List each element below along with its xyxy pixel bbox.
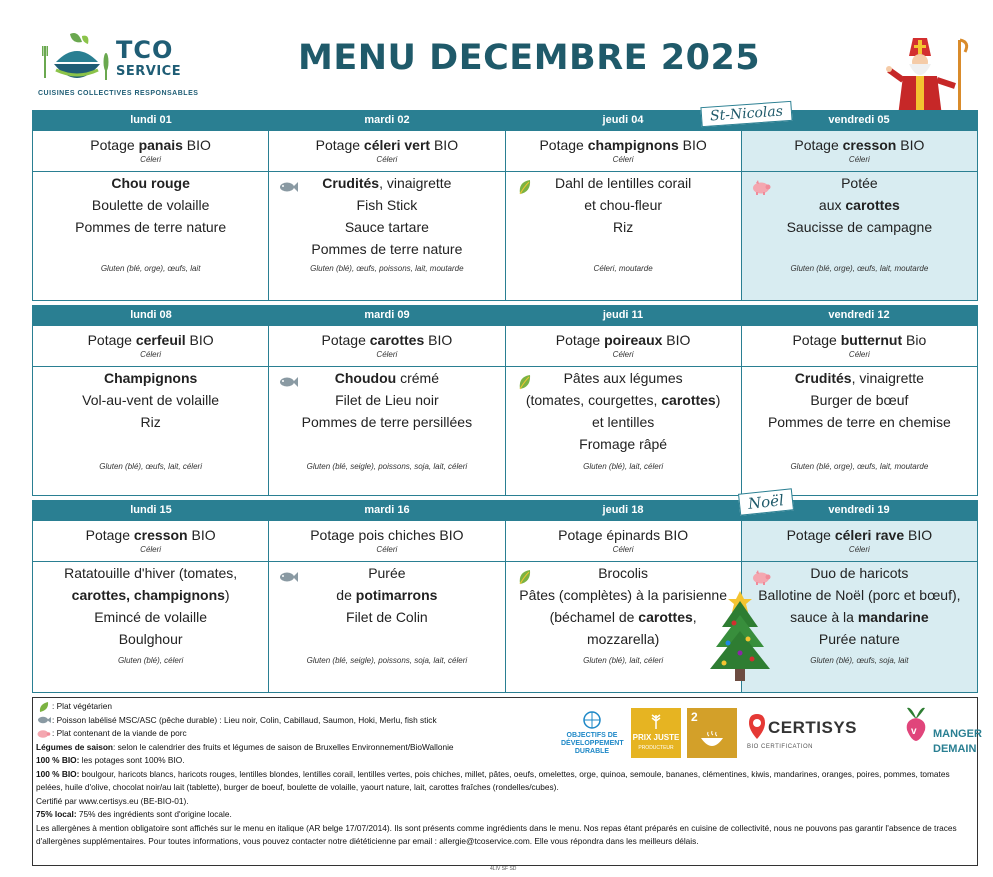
soup-allergen: Céleri xyxy=(612,155,634,164)
dish-allergen: Gluten (blé), œufs, poissons, lait, moutarde xyxy=(310,264,464,273)
soup-pre: Potage xyxy=(315,137,364,153)
legend-fish-text: : Poisson labélisé MSC/ASC (pêche durable) : Lieu noir, Colin, Cabillaud, Saumon, Hoki, Merlu, fish stick xyxy=(52,714,437,725)
soup-allergen: Céleri xyxy=(376,155,398,164)
soup-cell xyxy=(269,326,505,366)
soup-allergen: Céleri xyxy=(612,545,634,554)
dish-line xyxy=(33,584,268,606)
dish-allergen: Gluten (blé, orge), œufs, lait, moutarde xyxy=(790,264,929,273)
wheat-icon xyxy=(646,712,666,730)
dish-post: crémé xyxy=(396,370,439,386)
main-row xyxy=(33,562,977,693)
demain-text: DEMAIN xyxy=(933,743,977,755)
soup-row xyxy=(33,131,977,172)
soup-post: BIO xyxy=(904,527,933,543)
soup-cell xyxy=(33,326,269,366)
local-label: 75% local: xyxy=(36,809,77,819)
tco-logo xyxy=(30,10,230,105)
week-3 xyxy=(32,491,978,693)
dish-allergen: Céleri, moutarde xyxy=(593,264,653,273)
sdg2-number: 2 xyxy=(691,710,698,724)
soup-name xyxy=(33,521,268,544)
soup-pre: Potage xyxy=(87,332,136,348)
soup-post: BIO xyxy=(678,137,707,153)
leaf-icon xyxy=(514,373,536,391)
christmas-tree-illustration xyxy=(700,585,780,685)
day-header-row xyxy=(33,110,977,131)
soup-allergen: Céleri xyxy=(376,545,398,554)
pig-icon xyxy=(750,568,772,586)
dish-allergen: Gluten (blé), œufs, lait, céleri xyxy=(99,462,202,471)
brand-name: TCO xyxy=(116,36,174,64)
dish-line: Purée nature xyxy=(818,631,900,647)
main-cell xyxy=(33,562,269,692)
day-header: mardi 02 xyxy=(364,114,410,126)
certisys-text: CERTISYS xyxy=(768,718,858,737)
saison-line xyxy=(36,741,536,755)
soup-pre: Potage xyxy=(786,527,835,543)
dish-line: Sauce tartare xyxy=(344,219,429,235)
certisys-logo xyxy=(747,712,877,760)
saison-label: Légumes de saison xyxy=(36,741,114,752)
bio-potages-label: 100 % BIO: xyxy=(36,755,80,765)
dish-bold: mandarine xyxy=(857,609,929,625)
soup-allergen: Céleri xyxy=(848,545,870,554)
soup-cell xyxy=(742,326,977,366)
day-header: mardi 09 xyxy=(364,309,410,321)
manger-demain-logo xyxy=(901,700,981,766)
dish-post: , vinaigrette xyxy=(379,175,452,191)
soup-cell xyxy=(506,521,742,561)
day-header: vendredi 19 xyxy=(828,504,890,516)
soup-cell xyxy=(269,131,505,171)
soup-pre: Potage xyxy=(321,332,370,348)
dish-line xyxy=(269,172,504,194)
pig-icon xyxy=(750,178,772,196)
odd-text: OBJECTIFS DE DÉVELOPPEMENT DURABLE xyxy=(561,732,624,755)
soup-bold: cresson xyxy=(842,137,897,153)
dish-post: ) xyxy=(224,587,230,603)
dish-allergen: Gluten (blé, orge), œufs, lait xyxy=(100,264,201,273)
bio-list-label: 100 % BIO: xyxy=(36,768,80,779)
dish-bold: carottes, champignons xyxy=(71,587,225,603)
bio-list-text: boulgour, haricots blancs, haricots rouges, lentilles blondes, lentilles corail, lentilles vertes, pois chiches, millet, pâtes, oeufs, omelettes, orge, quinoa, semoule, bananes, clémentines, kiwis, mandarines, oranges, poires, pommes, tomates pelées, huile d'olive, chocolat noir/au lait (tablette), burger de boeuf, boulette de volaille, yaourt nature, lait, carottes fraîches (rondelles/cubes). xyxy=(36,768,950,792)
soup-allergen: Céleri xyxy=(140,350,162,359)
soup-cell xyxy=(33,131,269,171)
noel-tag: Noël xyxy=(738,488,794,516)
soup-allergen: Céleri xyxy=(376,350,398,359)
day-header: jeudi 11 xyxy=(602,309,644,321)
dish-bold: potimarrons xyxy=(355,587,438,603)
dish-allergen: Gluten (blé, orge), œufs, lait, moutarde xyxy=(790,462,929,471)
page-header xyxy=(0,0,993,108)
dish-line: Pommes de terre nature xyxy=(311,241,463,257)
day-header: lundi 01 xyxy=(130,114,172,126)
radish-icon xyxy=(901,704,931,742)
soup-bold: cerfeuil xyxy=(135,332,186,348)
soup-name xyxy=(742,131,977,154)
fish-icon xyxy=(36,714,52,726)
dish-line: Duo de haricots xyxy=(810,565,909,581)
page-title: MENU DECEMBRE 2025 xyxy=(298,38,761,78)
day-header: mardi 16 xyxy=(364,504,410,516)
leaf-icon xyxy=(514,178,536,196)
main-cell xyxy=(506,172,742,300)
dish-line: Pâtes aux légumes xyxy=(563,370,683,386)
main-cell xyxy=(33,172,269,300)
soup-row xyxy=(33,521,977,562)
main-cell xyxy=(269,172,505,300)
soup-post: BIO xyxy=(662,332,691,348)
dish-line: Filet de Colin xyxy=(346,609,428,625)
dish-bold: carottes xyxy=(845,197,900,213)
soup-cell xyxy=(742,521,977,561)
soup-bold: cresson xyxy=(133,527,188,543)
certified-line: Certifié par www.certisys.eu (BE-BIO-01). xyxy=(36,795,189,806)
dish-allergen: Gluten (blé), lait, céleri xyxy=(583,462,664,471)
certification-logos xyxy=(561,700,982,768)
brand-tagline: CUISINES COLLECTIVES RESPONSABLES xyxy=(38,90,199,97)
bowl-logo-icon xyxy=(42,32,112,92)
soup-name xyxy=(33,131,268,154)
main-row xyxy=(33,172,977,301)
bowl-icon xyxy=(699,730,725,752)
day-header: vendredi 05 xyxy=(828,114,890,126)
dish-line: Fromage râpé xyxy=(579,436,668,452)
soup-row xyxy=(33,326,977,367)
soup-name xyxy=(506,521,741,544)
dish-bold: carottes xyxy=(661,392,716,408)
pig-icon xyxy=(36,728,52,740)
soup-bold: panais xyxy=(138,137,183,153)
prix-juste-sub: PRODUCTEUR xyxy=(638,745,674,751)
soup-name xyxy=(742,521,977,544)
dish-bold: Choudou xyxy=(334,370,397,386)
soup-bold: champignons xyxy=(587,137,679,153)
dish-line: Brocolis xyxy=(598,565,649,581)
dish-post: ) xyxy=(715,392,721,408)
fish-icon xyxy=(277,178,299,196)
dish-pre: de xyxy=(336,587,356,603)
dish-line: Potée xyxy=(841,175,878,191)
soup-allergen: Céleri xyxy=(140,155,162,164)
dish-allergen: Gluten (blé, seigle), poissons, soja, lait, céleri xyxy=(306,656,468,665)
main-cell xyxy=(269,367,505,495)
bio-potages-text: les potages sont 100% BIO. xyxy=(79,755,185,765)
soup-bold: céleri rave xyxy=(834,527,905,543)
day-header: lundi 08 xyxy=(130,309,172,321)
soup-name xyxy=(742,326,977,349)
soup-name xyxy=(506,326,741,349)
soup-name xyxy=(269,521,504,544)
dish-line: Dahl de lentilles corail xyxy=(555,175,692,191)
soup-allergen: Céleri xyxy=(848,350,870,359)
dish-pre: sauce à la xyxy=(790,609,858,625)
fish-icon xyxy=(277,373,299,391)
bio-list-line xyxy=(36,768,976,795)
brand-service: SERVICE xyxy=(116,64,182,79)
print-code: 4LIV SF SD xyxy=(490,866,517,872)
soup-post: BIO xyxy=(182,137,211,153)
soup-name xyxy=(269,131,504,154)
day-header-row xyxy=(33,305,977,326)
dish-line xyxy=(506,389,741,411)
leaf-icon xyxy=(36,701,52,713)
soup-post: BIO xyxy=(430,137,459,153)
soup-name xyxy=(269,326,504,349)
dish-line xyxy=(269,367,504,389)
soup-bold: céleri vert xyxy=(363,137,431,153)
dish-line: Boulette de volaille xyxy=(91,197,210,213)
svg-text:v: v xyxy=(911,726,917,737)
footer-notes xyxy=(32,697,982,866)
soup-cell xyxy=(33,521,269,561)
day-header: jeudi 04 xyxy=(602,114,644,126)
soup-pre: Potage épinards BIO xyxy=(558,527,689,543)
local-line xyxy=(36,808,976,822)
local-text: 75% des ingrédients sont d'origine locale. xyxy=(76,809,232,819)
dish-line: Pommes de terre en chemise xyxy=(767,414,951,430)
soup-pre: Potage xyxy=(555,332,605,348)
st-nicolas-tag: St-Nicolas xyxy=(700,101,792,127)
dish-line: Burger de bœuf xyxy=(810,392,909,408)
day-header: lundi 15 xyxy=(130,504,172,516)
main-cell xyxy=(33,367,269,495)
soup-post: BIO xyxy=(187,527,216,543)
main-cell xyxy=(742,367,977,495)
dish-line: Fish Stick xyxy=(356,197,418,213)
soup-post: BIO xyxy=(424,332,453,348)
dish-post: , vinaigrette xyxy=(851,370,924,386)
soup-post: BIO xyxy=(185,332,214,348)
pin-icon xyxy=(747,712,767,740)
dish-line: Pâtes (complètes) à la parisienne xyxy=(519,587,728,603)
prix-juste-logo xyxy=(631,708,681,758)
dish-line: Vol-au-vent de volaille xyxy=(82,392,220,408)
dish-line xyxy=(742,194,977,216)
manger-text: MANGER xyxy=(933,728,982,740)
leaf-icon xyxy=(514,568,536,586)
main-cell xyxy=(269,562,505,692)
allergen-note: Les allergènes à mention obligatoire sont affichés sur le menu en italique (AR belge 17/07/2014). Ils sont présents comme ingrédients dans le menu. Nos repas étant préparés en cuisine de collectivité, nous ne pouvons pas garantir l'absence de traces d'allergènes supplémentaires. Pour toutes informations, vous pouvez contacter notre diététicienne par email : allergie@tcoservice.com. Elle vous répondra dans les meilleurs délais. xyxy=(36,822,957,846)
dish-bold: Champignons xyxy=(103,370,198,386)
dish-allergen: Gluten (blé), céleri xyxy=(117,656,184,665)
day-header-row xyxy=(33,500,977,521)
soup-name xyxy=(33,326,268,349)
dish-bold: carottes xyxy=(638,609,693,625)
dish-line xyxy=(269,584,504,606)
dish-line: Emincé de volaille xyxy=(94,609,208,625)
dish-line: Purée xyxy=(368,565,406,581)
dish-line: mozzarella) xyxy=(586,631,660,647)
dish-line: Saucisse de campagne xyxy=(786,219,933,235)
fish-icon xyxy=(277,568,299,586)
dish-line: Filet de Lieu noir xyxy=(335,392,439,408)
soup-bold: carottes xyxy=(369,332,425,348)
dish-line: Pommes de terre persillées xyxy=(301,414,473,430)
soup-post: BIO xyxy=(896,137,925,153)
prix-juste-text: PRIX JUSTE xyxy=(632,733,680,742)
dish-line xyxy=(33,367,268,389)
legend-pork-text: : Plat contenant de la viande de porc xyxy=(52,728,187,738)
soup-pre: Potage xyxy=(792,332,841,348)
dish-post: , xyxy=(692,609,697,625)
dish-pre: (béchamel de xyxy=(549,609,639,625)
week-1 xyxy=(32,103,978,301)
dish-bold: Chou rouge xyxy=(111,175,190,191)
soup-allergen: Céleri xyxy=(848,155,870,164)
soup-cell xyxy=(506,326,742,366)
main-cell xyxy=(742,172,977,300)
saison-text: : selon le calendrier des fruits et légumes de saison de Bruxelles Environnement/BioWallonie xyxy=(113,741,454,752)
dish-pre: (tomates, courgettes, xyxy=(525,392,662,408)
soup-pre: Potage pois chiches BIO xyxy=(310,527,464,543)
dish-line: et lentilles xyxy=(591,414,655,430)
soup-pre: Potage xyxy=(90,137,139,153)
dish-allergen: Gluten (blé, seigle), poissons, soja, lait, céleri xyxy=(306,462,468,471)
day-header: jeudi 18 xyxy=(602,504,644,516)
dish-line xyxy=(33,172,268,194)
sdg2-logo xyxy=(687,708,737,758)
soup-cell xyxy=(742,131,977,171)
dish-bold: Crudités xyxy=(794,370,852,386)
day-header: vendredi 12 xyxy=(828,309,890,321)
dish-line xyxy=(742,367,977,389)
dish-bold: Crudités xyxy=(322,175,380,191)
soup-allergen: Céleri xyxy=(612,350,634,359)
soup-cell xyxy=(506,131,742,171)
dish-line: Ballotine de Noël (porc et bœuf), xyxy=(758,587,961,603)
soup-pre: Potage xyxy=(85,527,134,543)
soup-pre: Potage xyxy=(539,137,588,153)
certisys-sub: BIO CERTIFICATION xyxy=(747,744,813,750)
main-row xyxy=(33,367,977,496)
odd-logo xyxy=(561,710,623,760)
dish-line: Ratatouille d'hiver (tomates, xyxy=(64,565,238,581)
dish-allergen: Gluten (blé), œufs, soja, lait xyxy=(810,656,909,665)
menu-grid xyxy=(32,103,978,693)
legend-veg-text: : Plat végétarien xyxy=(52,701,112,711)
dish-line: Pommes de terre nature xyxy=(75,219,227,235)
dish-allergen: Gluten (blé), lait, céleri xyxy=(583,656,664,665)
soup-cell xyxy=(269,521,505,561)
dish-line: Riz xyxy=(140,414,161,430)
dish-pre: aux xyxy=(818,197,846,213)
globe-icon xyxy=(582,710,602,730)
soup-bold: butternut xyxy=(840,332,903,348)
dish-line: Riz xyxy=(613,219,634,235)
soup-post: Bio xyxy=(902,332,927,348)
soup-allergen: Céleri xyxy=(140,545,162,554)
dish-line: Boulghour xyxy=(118,631,183,647)
dish-line: et chou-fleur xyxy=(584,197,663,213)
soup-bold: poireaux xyxy=(604,332,663,348)
week-2 xyxy=(32,305,978,496)
soup-name xyxy=(506,131,741,154)
main-cell xyxy=(506,367,742,495)
soup-pre: Potage xyxy=(794,137,843,153)
